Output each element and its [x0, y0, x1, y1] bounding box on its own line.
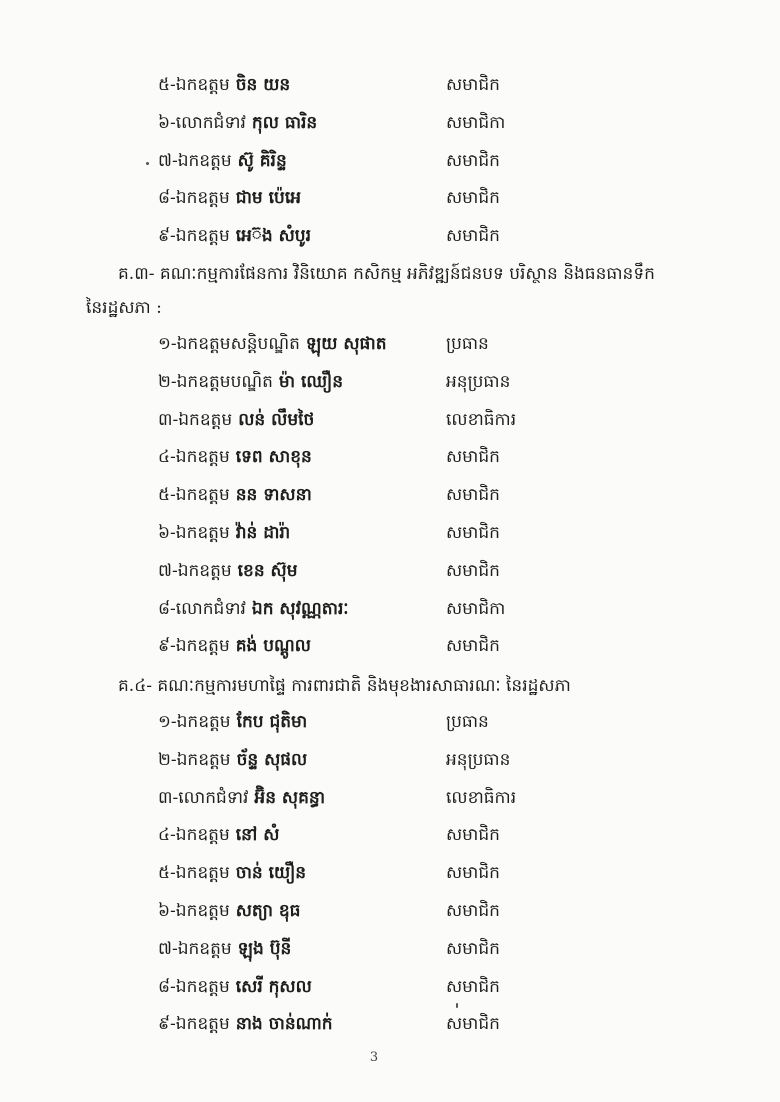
member-title: ១-ឯកឧត្តម — [158, 712, 231, 732]
member-row — [0, 969, 780, 1007]
member-title: ៦-លោកជំទាវ — [158, 112, 246, 133]
section-3-members — [0, 326, 780, 666]
member-role: សមាជិក — [446, 900, 500, 921]
member-name: ខេន ស៊ុម — [237, 560, 298, 581]
section-3-heading-continued: នៃរដ្ឋសភា : — [86, 298, 162, 318]
member-name: អេ៊ង សំបូរ — [235, 226, 311, 247]
member-row — [0, 143, 780, 181]
member-role: សមាជិកា — [446, 112, 506, 133]
scan-speck — [456, 1003, 458, 1008]
member-name: ចាន់ យឿន — [235, 863, 307, 884]
member-name: សេរី កុសល — [235, 976, 312, 997]
member-title: ៩-ឯកឧត្តម — [158, 226, 230, 247]
member-role: សមាជិក — [446, 226, 500, 247]
member-row — [0, 1006, 780, 1044]
member-row — [0, 67, 780, 105]
member-name: វ៉ាន់ ដារ៉ា — [235, 522, 291, 543]
section-4-members — [0, 704, 780, 1044]
member-title: ៣-ឯកឧត្តម — [158, 409, 233, 430]
member-role: សមាជិក — [446, 825, 500, 846]
member-role: សមាជិក — [446, 522, 500, 543]
member-name: នៅ សំ — [235, 825, 280, 846]
member-row — [0, 591, 780, 629]
member-title: ៧-ឯកឧត្តម — [158, 938, 232, 959]
member-role: សមាជិកា — [446, 598, 506, 619]
member-role: អនុប្រធាន — [446, 371, 511, 392]
member-title: ៩-ឯកឧត្តម — [158, 636, 230, 657]
member-role: សមាជិក — [446, 863, 500, 884]
member-title: ៧-ឯកឧត្តម — [158, 560, 232, 581]
member-title: ៧-ឯកឧត្តម — [158, 150, 232, 171]
member-row — [0, 180, 780, 218]
member-row — [0, 105, 780, 143]
member-name: ឡុង ប៊ុនី — [237, 938, 292, 959]
member-name: លន់ លឹមថៃ — [238, 409, 315, 430]
member-role: សមាជិក — [446, 636, 500, 657]
member-name: ចិន យន — [235, 75, 291, 95]
member-row — [0, 628, 780, 666]
member-name: គង់ បណ្ដូល — [235, 636, 311, 657]
member-role: អនុប្រធាន — [446, 749, 511, 770]
member-role: សមាជិក — [446, 938, 500, 959]
member-title: ២-ឯកឧត្តមបណ្ឌិត — [158, 371, 273, 392]
member-row — [0, 364, 780, 402]
member-title: ៥-ឯកឧត្តម — [158, 863, 230, 884]
member-title: ៦-ឯកឧត្តម — [158, 900, 230, 921]
member-title: ៤-ឯកឧត្តម — [158, 825, 230, 846]
member-title: ៨-ឯកឧត្តម — [158, 188, 230, 209]
section-3-heading: គ.៣- គណៈកម្មការផែនការ វិនិយោគ កសិកម្ម អភិវឌ្ឍន៍ជនបទ បរិស្ថាន និងធនធានទឹក — [118, 264, 655, 284]
member-title: ៣-លោកជំទាវ — [158, 787, 249, 808]
member-role: សមាជិក — [446, 188, 500, 209]
member-title: ៥-ឯកឧត្តម — [158, 75, 230, 95]
member-role: លេខាធិការ — [446, 787, 517, 808]
section-4-heading: គ.៤- គណៈកម្មការមហាផ្ទៃ ការពារជាតិ និងមុខងារសាធារណៈ នៃរដ្ឋសភា — [118, 676, 571, 696]
member-row — [0, 893, 780, 931]
member-name: ច័ន្ទ សុផល — [236, 749, 308, 770]
member-row — [0, 855, 780, 893]
member-title: ៨-ឯកឧត្តម — [158, 976, 230, 997]
member-role: សមាជិក — [446, 75, 500, 95]
member-row — [0, 817, 780, 855]
member-name: កែប ជុតិមា — [236, 712, 308, 732]
scan-speck — [146, 162, 149, 165]
member-row — [0, 439, 780, 477]
member-role: ប្រធាន — [446, 334, 489, 354]
member-role: សមាជិក — [446, 560, 500, 581]
member-title: ៥-ឯកឧត្តម — [158, 485, 230, 506]
member-role: ប្រធាន — [446, 712, 489, 732]
previous-committee-members — [0, 67, 780, 256]
member-title: ៦-ឯកឧត្តម — [158, 522, 230, 543]
member-name: នាង ចាន់ណាក់ — [235, 1014, 333, 1035]
member-role: សមាជិក — [446, 447, 500, 468]
member-name: ឡុយ សុផាត — [305, 334, 387, 354]
member-name: កុល ធារិន — [251, 112, 318, 133]
member-role: លេខាធិការ — [446, 409, 517, 430]
member-name: ម៉ា ឈឿន — [278, 371, 344, 392]
member-row — [0, 553, 780, 591]
member-title: ៨-លោកជំទាវ — [158, 598, 246, 619]
member-row — [0, 326, 780, 364]
member-name: ទេព សាខុន — [235, 447, 312, 468]
member-name: អ៊ិន សុគន្ធា — [254, 787, 326, 808]
member-title: ១-ឯកឧត្តមសន្តិបណ្ឌិត — [158, 334, 300, 354]
member-row — [0, 402, 780, 440]
page-number: 3 — [369, 1050, 379, 1065]
member-title: ៩-ឯកឧត្តម — [158, 1014, 230, 1035]
member-name: សត្យា ឧុធ — [235, 900, 301, 921]
member-row — [0, 515, 780, 553]
member-role: សមាជិក — [446, 150, 500, 171]
member-title: ២-ឯកឧត្តម — [158, 749, 231, 770]
member-row — [0, 477, 780, 515]
member-name: នន ទាសនា — [235, 485, 312, 506]
member-row — [0, 780, 780, 818]
member-row — [0, 931, 780, 969]
member-role: សមាជិក — [446, 485, 500, 506]
member-role: សមាជិក — [446, 1014, 500, 1035]
member-title: ៤-ឯកឧត្តម — [158, 447, 230, 468]
member-name: ជាម ប៉េអេ — [235, 188, 302, 209]
member-row — [0, 742, 780, 780]
member-name: ឯក សុវណ្ណតារៈ — [251, 598, 349, 619]
member-row — [0, 218, 780, 256]
member-row — [0, 704, 780, 742]
member-role: សមាជិក — [446, 976, 500, 997]
member-name: ស៊ូ គិរិន្ទ — [237, 150, 287, 171]
